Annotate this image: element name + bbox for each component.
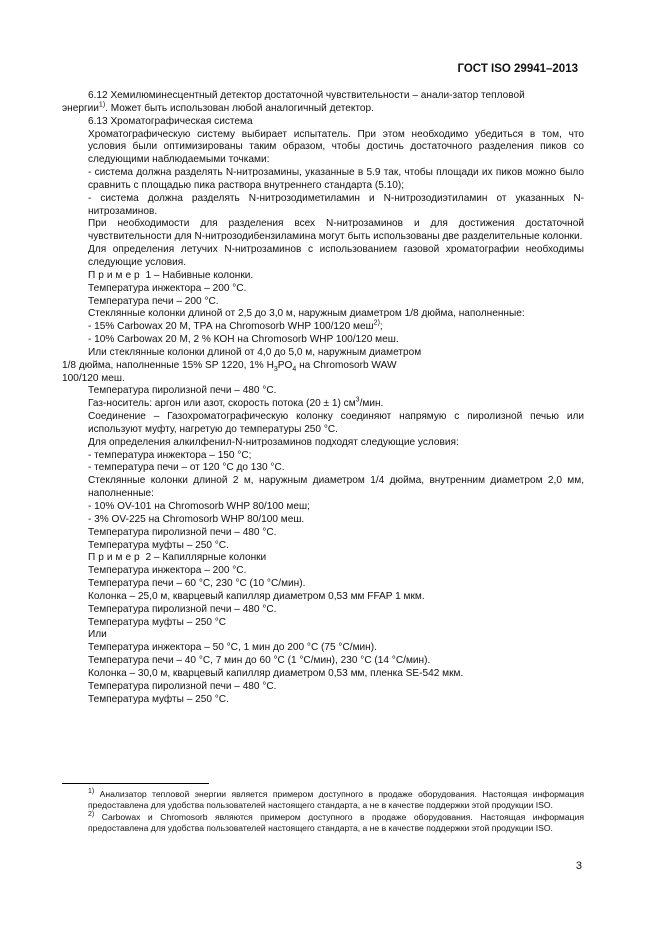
- oven-temperature-3: Температура печи – 60 °С, 230 °С (10 °С/мин).: [88, 578, 306, 590]
- injector-temperature-3: Температура инжектора – 200 °С.: [88, 565, 247, 577]
- alt-packing-mesh: 100/120 меш.: [62, 372, 125, 384]
- standard-designation: ГОСТ ISO 29941–2013: [457, 63, 578, 75]
- clause-6-13-heading: 6.13 Хроматографическая система: [88, 115, 253, 127]
- paragraph-two-columns: При необходимости для разделения всех N-нитрозаминов и для достижения достаточной чувствительности для N-нитрозодибензиламина могут быть использованы две разделительные колонки.: [88, 218, 584, 243]
- injector-temperature-1: Температура инжектора – 200 °С.: [88, 282, 247, 294]
- oven-temperature-4: Температура печи – 40 °С, 7 мин до 60 °С (1 °С/мин), 230 °С (14 °С/мин).: [88, 655, 431, 667]
- column-se542: Колонка – 30,0 м, кварцевый капилляр диаметром 0,53 мм, пленка SE-542 мкм.: [88, 667, 464, 679]
- footnote-2: $^{2)}$ Carbowax и Chromosorb являются примером доступного в продаже оборудования. Настоящая информация предоставлена для удобства пользователей настоящего стандарта, а не в качестве поддержки этой продукции ISO.: [88, 811, 584, 834]
- clause-6-12-line-2: энергии$^{1)}$. Может быть использован любой аналогичный детектор.: [62, 101, 374, 114]
- footnotes: [62, 789, 584, 836]
- footnote-separator: [62, 783, 209, 784]
- example-2-heading: Пример 2 – Капиллярные колонки: [88, 552, 267, 564]
- alkylphenyl-conditions: Для определения алкилфенил-N-нитрозаминов подходят следующие условия:: [88, 436, 459, 448]
- paragraph-volatile-conditions: Для определения летучих N-нитрозаминов с использованием газовой хроматографии необходимы следующие условия.: [88, 244, 584, 268]
- oven-temperature-1: Температура печи – 200 °С.: [88, 295, 219, 307]
- packing-ov101: - 10% OV-101 на Chromosorb WHP 80/100 меш;: [88, 501, 310, 512]
- packing-carbowax-tpa: - 15% Carbowax 20 М, ТРА на Chromosorb WHP 100/120 меш$^{2)}$;: [88, 319, 383, 333]
- alt-packing: 1/8 дюйма, наполненные 15% SP 1220, 1% $H_3PO_4$ на Chromosorb WAW: [62, 359, 397, 373]
- pyrolysis-temperature-2: Температура пиролизной печи – 480 °С.: [88, 526, 277, 538]
- or-label: Или: [88, 629, 107, 641]
- footnote-2-ref: 2): [373, 319, 380, 327]
- oven-temperature-2: - температура печи – от 120 °С до 130 °С.: [88, 462, 285, 474]
- footnote-1-ref: 1): [98, 101, 106, 109]
- connection-paragraph: Соединение – Газохроматографическую колонку соединяют напрямую с пиролизной печью или используют муфту, нагретую до температуры 250 °С.: [88, 411, 584, 435]
- column-ffap: Колонка – 25,0 м, кварцевый капилляр диаметром 0,53 мм FFAP 1 мкм.: [88, 590, 425, 602]
- clause-6-12-line-1: 6.12 Хемилюминесцентный детектор достаточной чувствительности – анали-затор тепловой: [88, 90, 525, 101]
- pyrolysis-temperature-3: Температура пиролизной печи – 480 °С.: [88, 603, 277, 615]
- list-item-separate-nitrosamines: - система должна разделять N-нитрозамины, указанные в 5.9 так, чтобы площади их пиков можно было сравнить с площадью пика раствора внутреннего стандарта (5.10);: [88, 167, 584, 191]
- glass-columns-2: Стеклянные колонки длиной 2 м, наружным диаметром 1/4 дюйма, внутренним диаметром 2,0 мм, наполненные:: [88, 475, 584, 500]
- alt-glass-columns: Или стеклянные колонки длиной от 4,0 до 5,0 м, наружным диаметром: [88, 346, 422, 358]
- coupling-temperature-2: Температура муфты – 250 °С: [88, 616, 227, 628]
- example-1-heading: Пример 1 – Набивные колонки.: [88, 269, 254, 281]
- injector-temperature-2: - температура инжектора – 150 °С;: [88, 449, 252, 461]
- paragraph-system-choice: Хроматографическую систему выбирает испытатель. При этом необходимо убедиться в том, что условия были оптимизированы таким образом, чтобы достичь достаточного разделения пиков со следующими наблюдаемыми точками:: [88, 128, 584, 166]
- coupling-temperature-3: Температура муфты – 250 °С.: [88, 693, 229, 705]
- packing-ov225: - 3% OV-225 на Chromosorb WHP 80/100 меш.: [88, 513, 305, 525]
- page-number: 3: [575, 860, 582, 872]
- document-body: [62, 90, 584, 707]
- carrier-gas: Газ-носитель: аргон или азот, скорость потока (20 ± 1) $см^3$/мин.: [88, 396, 384, 410]
- footnote-1: $^{1)}$ Анализатор тепловой энергии является примером доступного в продаже оборудования. Настоящая информация предоставлена для удобства пользователей настоящего стандарта, а не в качестве поддержки этой продукции ISO.: [88, 788, 584, 810]
- pyrolysis-temperature-1: Температура пиролизной печи – 480 °С.: [88, 385, 277, 397]
- injector-temperature-4: Температура инжектора – 50 °С, 1 мин до 200 °С (75 °С/мин).: [88, 642, 377, 654]
- list-item-separate-dimethyl-diethyl: - система должна разделять N-нитрозодиметиламин и N-нитрозодиэтиламин от указанных N-нитрозаминов.: [88, 192, 584, 217]
- coupling-temperature-1: Температура муфты – 250 °С.: [88, 539, 229, 551]
- packing-carbowax-koh: - 10% Carbowax 20 М, 2 % КОН на Chromosorb WHP 100/120 меш.: [88, 334, 399, 346]
- pyrolysis-temperature-4: Температура пиролизной печи – 480 °С.: [88, 680, 277, 692]
- glass-columns-1: Стеклянные колонки длиной от 2,5 до 3,0 м, наружным диаметром 1/8 дюйма, наполненные:: [88, 308, 525, 320]
